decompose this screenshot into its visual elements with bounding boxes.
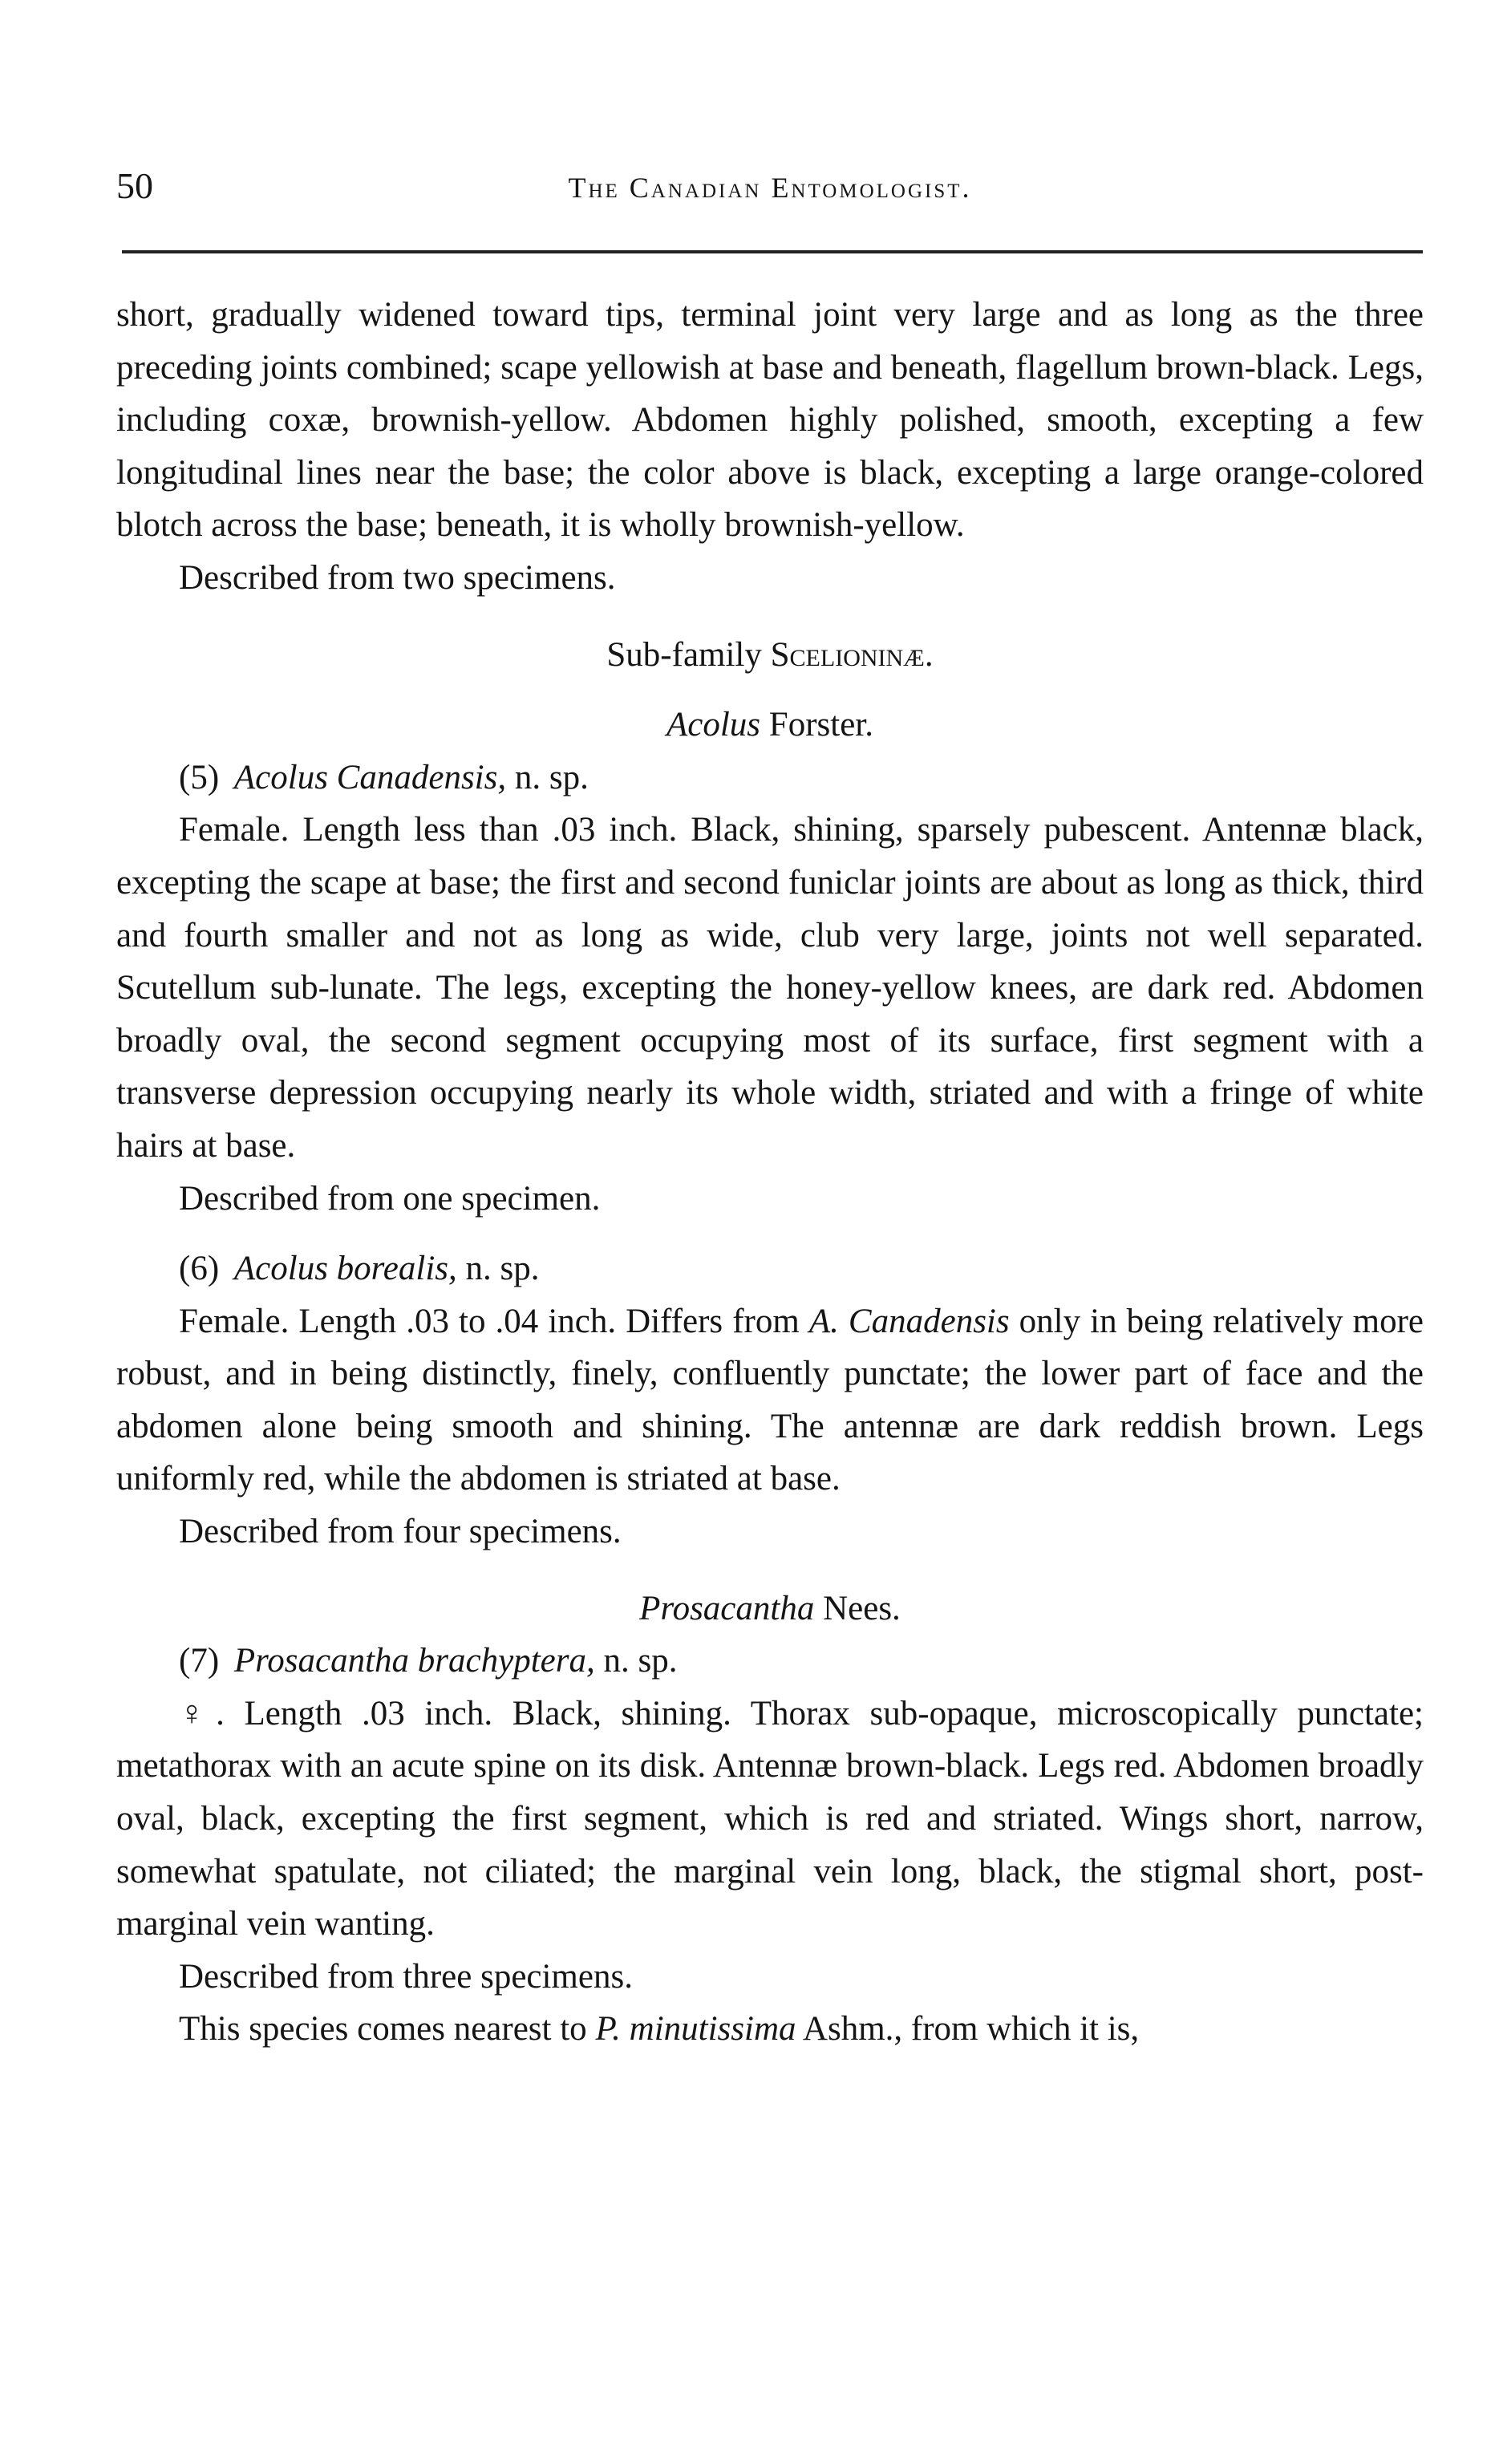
species-description-6: [116, 1295, 1424, 1506]
species-status: n. sp.: [465, 1250, 540, 1288]
species-reference: A. Canadensis: [808, 1302, 1010, 1340]
species-heading-7: [116, 1635, 1424, 1688]
page-header: [116, 164, 1424, 213]
comparison-text: Ashm., from which it is,: [802, 2010, 1140, 2049]
subfamily-prefix: Sub-family: [606, 635, 762, 674]
page-number: 50: [116, 165, 153, 206]
genus-author: Nees.: [823, 1589, 901, 1627]
article-body: [116, 289, 1424, 2056]
description-text: only in being relatively more robust, and in being distinctly, finely, confluently punctate; the lower part of face and the abdomen alone being smooth and shining. The antennæ are dark reddish brown. Legs uniformly red, while the abdomen is striated at base.: [116, 1302, 1424, 1498]
species-description-7: ♀. Length .03 inch. Black, shining. Thorax sub-opaque, microscopically punctate; metathorax with an acute spine on its disk. Antennæ brown-black. Legs red. Abdomen broadly oval, black, excepting the first segment, which is red and striated. Wings short, narrow, somewhat spatulate, not ciliated; the marginal vein long, black, the stigmal short, post-marginal vein wanting.: [116, 1694, 1424, 1943]
species-reference: P. minutissima: [595, 2010, 796, 2049]
comparison-note: [116, 2003, 1424, 2056]
species-number: (6): [179, 1250, 220, 1288]
species-name: Prosacantha brachyptera,: [233, 1642, 595, 1680]
subfamily-heading: [116, 629, 1424, 682]
species-number: (7): [179, 1642, 220, 1680]
paragraph-continued: short, gradually widened toward tips, terminal joint very large and as long as the three preceding joints combined; scape yellowish at base and beneath, flagellum brown-black. Legs, including coxæ, brownish-yellow. Abdomen highly polished, smooth, excepting a few longitudinal lines near the base; the color above is black, excepting a large orange-colored blotch across the base; beneath, it is wholly brownish-yellow.: [116, 296, 1424, 545]
species-number: (5): [179, 758, 220, 796]
genus-name: Acolus: [666, 706, 761, 744]
subfamily-name: Scelioninæ.: [770, 635, 934, 674]
header-rule: [122, 250, 1423, 253]
description-text: Female. Length .03 to .04 inch. Differs from: [179, 1302, 800, 1340]
described-note-6: Described from four specimens.: [179, 1513, 622, 1551]
species-heading-6: [116, 1242, 1424, 1295]
running-title: The Canadian Entomologist.: [568, 172, 972, 204]
species-description-5: Female. Length less than .03 inch. Black, shining, sparsely pubescent. Antennæ black, excepting the scape at base; the first and second funiclar joints are about as long as thick, third and fourth smaller and not as long as wide, club very large, joints not well separated. Scutellum sub-lunate. The legs, excepting the honey-yellow knees, are dark red. Abdomen broadly oval, the second segment occupying most of its surface, first segment with a transverse depression occupying nearly its whole width, striated and with a fringe of white hairs at base.: [116, 811, 1424, 1165]
species-status: n. sp.: [514, 758, 589, 796]
described-note: Described from two specimens.: [179, 558, 616, 597]
species-name: Acolus Canadensis,: [233, 758, 507, 796]
genus-author: Forster.: [768, 706, 873, 744]
described-note-7: Described from three specimens.: [179, 1957, 633, 1996]
described-note-5: Described from one specimen.: [179, 1179, 601, 1218]
species-status: n. sp.: [603, 1642, 678, 1680]
genus-heading-acolus: [116, 699, 1424, 752]
genus-heading-prosacantha: [116, 1583, 1424, 1635]
genus-name: Prosacantha: [639, 1589, 815, 1627]
species-name: Acolus borealis,: [233, 1250, 457, 1288]
comparison-text: This species comes nearest to: [179, 2010, 587, 2049]
species-heading-5: [116, 752, 1424, 804]
